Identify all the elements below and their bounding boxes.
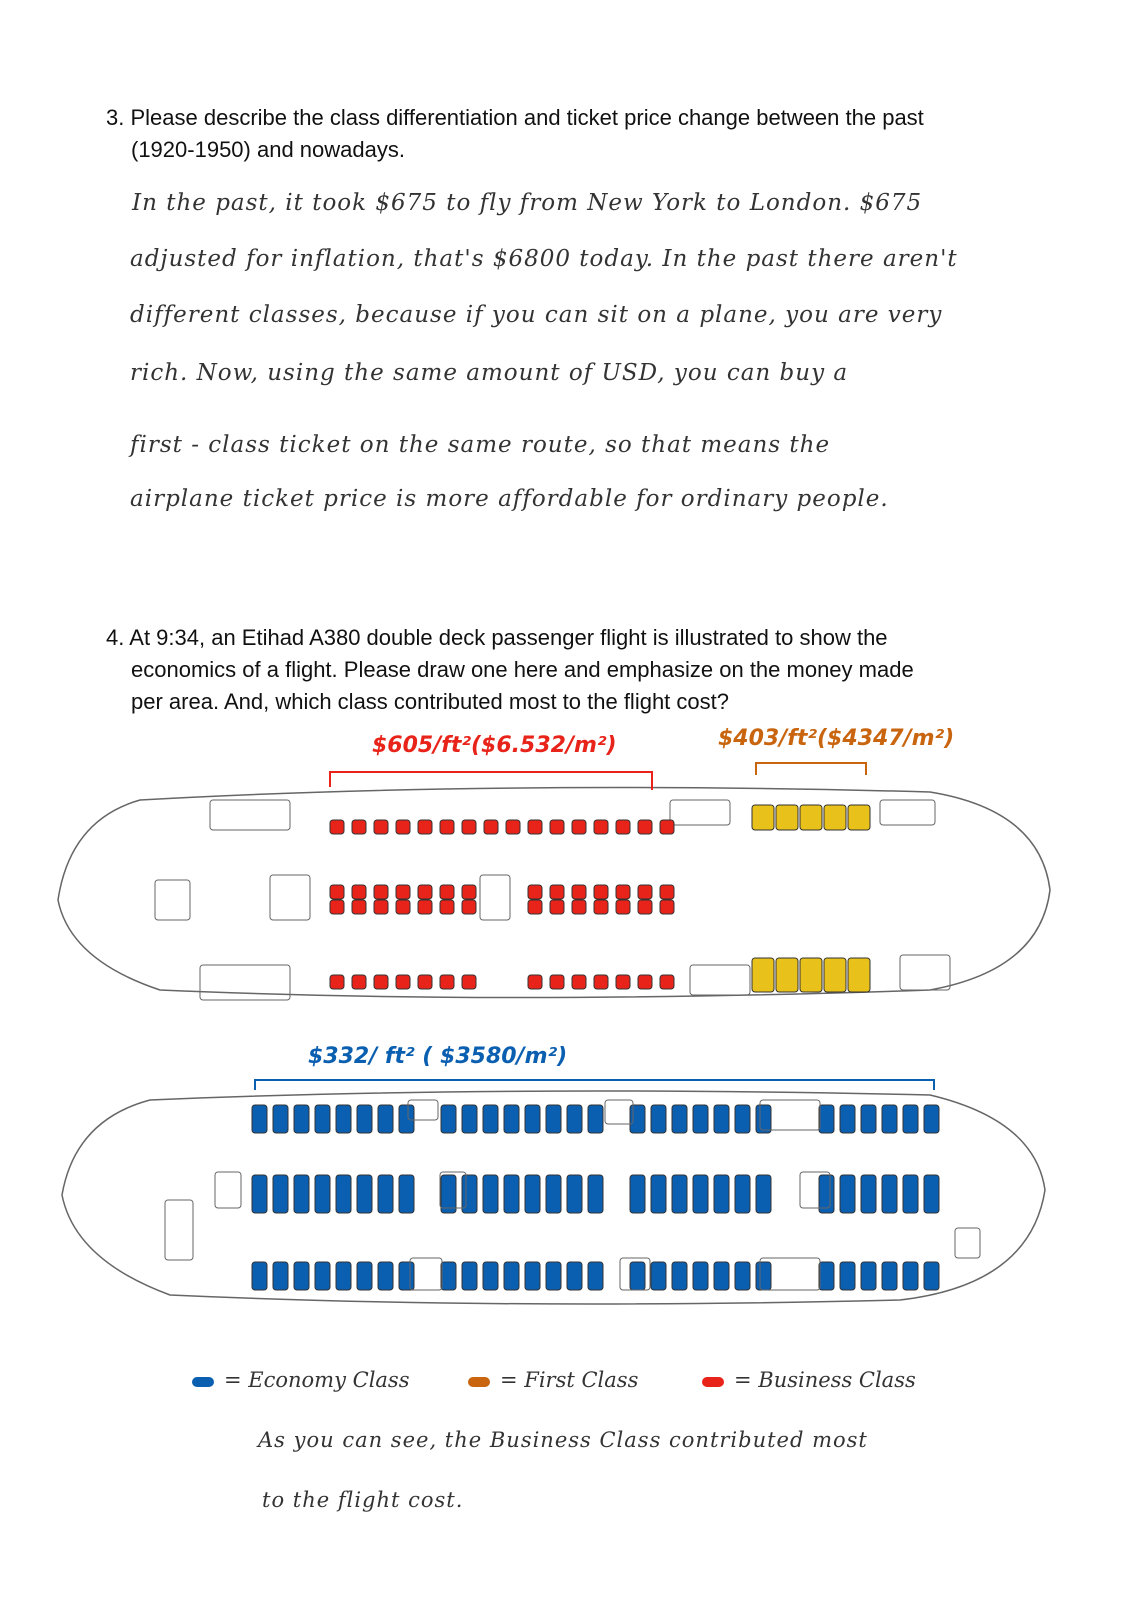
first-seat bbox=[800, 805, 822, 830]
economy-seat bbox=[378, 1175, 393, 1213]
economy-seat bbox=[693, 1262, 708, 1290]
economy-seat bbox=[525, 1175, 540, 1213]
business-seat bbox=[572, 885, 586, 899]
economy-seat bbox=[378, 1262, 393, 1290]
question-text: economics of a flight. Please draw one here and emphasize on the money made bbox=[131, 657, 914, 682]
business-seat bbox=[396, 885, 410, 899]
first-seat bbox=[824, 958, 846, 992]
first-seat bbox=[800, 958, 822, 992]
economy-bracket bbox=[255, 1080, 934, 1090]
economy-seat bbox=[483, 1175, 498, 1213]
galley-outline bbox=[165, 1200, 193, 1260]
economy-seat bbox=[882, 1175, 897, 1213]
economy-seat bbox=[504, 1175, 519, 1213]
economy-seat bbox=[840, 1105, 855, 1133]
economy-seat bbox=[882, 1105, 897, 1133]
economy-seat bbox=[819, 1175, 834, 1213]
economy-seat bbox=[630, 1262, 645, 1290]
economy-seat bbox=[651, 1262, 666, 1290]
business-seat bbox=[418, 885, 432, 899]
galley-outline bbox=[900, 955, 950, 990]
economy-seat bbox=[672, 1262, 687, 1290]
first-price-label: $403/ft²($4347/m²) bbox=[718, 726, 955, 751]
economy-seat bbox=[378, 1105, 393, 1133]
business-seat bbox=[594, 900, 608, 914]
first-seat bbox=[752, 805, 774, 830]
galley-outline bbox=[270, 875, 310, 920]
first-seat bbox=[776, 958, 798, 992]
economy-seat bbox=[483, 1262, 498, 1290]
business-seat bbox=[330, 885, 344, 899]
business-seat bbox=[374, 900, 388, 914]
economy-seat bbox=[735, 1175, 750, 1213]
answer-line: first - class ticket on the same route, so that means the bbox=[130, 432, 831, 458]
economy-seat bbox=[924, 1262, 939, 1290]
economy-seat bbox=[903, 1262, 918, 1290]
business-seat bbox=[484, 820, 498, 834]
business-seat bbox=[330, 900, 344, 914]
economy-seat bbox=[546, 1262, 561, 1290]
question-number: 4. bbox=[106, 625, 125, 650]
business-seat bbox=[352, 975, 366, 989]
business-seat bbox=[330, 975, 344, 989]
economy-seat bbox=[357, 1175, 372, 1213]
economy-seat bbox=[462, 1105, 477, 1133]
economy-seat bbox=[567, 1262, 582, 1290]
business-seat bbox=[352, 885, 366, 899]
business-seat bbox=[396, 820, 410, 834]
first-seat bbox=[848, 958, 870, 992]
economy-seat bbox=[630, 1175, 645, 1213]
legend-label: = First Class bbox=[500, 1368, 639, 1392]
economy-seat bbox=[567, 1175, 582, 1213]
economy-seat bbox=[273, 1262, 288, 1290]
economy-seat bbox=[693, 1105, 708, 1133]
economy-seat bbox=[714, 1262, 729, 1290]
business-seat bbox=[660, 885, 674, 899]
galley-outline bbox=[410, 1258, 442, 1290]
economy-price-label: $332/ ft² ( $3580/m²) bbox=[308, 1044, 568, 1069]
economy-seat bbox=[588, 1175, 603, 1213]
first-seat bbox=[848, 805, 870, 830]
economy-seat bbox=[273, 1175, 288, 1213]
first-bracket bbox=[756, 763, 866, 775]
economy-seat bbox=[546, 1175, 561, 1213]
business-seat bbox=[572, 975, 586, 989]
economy-seat bbox=[861, 1105, 876, 1133]
legend-label: = Economy Class bbox=[224, 1368, 410, 1392]
economy-seat bbox=[357, 1105, 372, 1133]
economy-seat bbox=[399, 1262, 414, 1290]
business-price-label: $605/ft²($6.532/m²) bbox=[372, 733, 617, 758]
economy-seat bbox=[588, 1105, 603, 1133]
galley-outline bbox=[210, 800, 290, 830]
business-seat bbox=[550, 975, 564, 989]
business-seat bbox=[550, 820, 564, 834]
business-seat bbox=[396, 900, 410, 914]
economy-seat bbox=[693, 1175, 708, 1213]
first-swatch bbox=[468, 1377, 490, 1387]
economy-seat bbox=[651, 1175, 666, 1213]
economy-seat bbox=[630, 1105, 645, 1133]
business-seat bbox=[638, 975, 652, 989]
economy-seat bbox=[525, 1262, 540, 1290]
economy-seat bbox=[504, 1105, 519, 1133]
business-seat bbox=[572, 900, 586, 914]
economy-seat bbox=[756, 1105, 771, 1133]
first-seat bbox=[824, 805, 846, 830]
business-seat bbox=[638, 900, 652, 914]
business-seat bbox=[462, 975, 476, 989]
economy-seat bbox=[672, 1175, 687, 1213]
economy-seat bbox=[651, 1105, 666, 1133]
economy-swatch bbox=[192, 1377, 214, 1387]
economy-seat bbox=[525, 1105, 540, 1133]
answer-line: adjusted for inflation, that's $6800 today. In the past there aren't bbox=[130, 246, 958, 272]
economy-seat bbox=[294, 1175, 309, 1213]
economy-seat bbox=[462, 1262, 477, 1290]
question-text: At 9:34, an Etihad A380 double deck passenger flight is illustrated to show the bbox=[129, 625, 888, 650]
economy-seat bbox=[483, 1105, 498, 1133]
economy-seat bbox=[714, 1105, 729, 1133]
business-seat bbox=[330, 820, 344, 834]
economy-seat bbox=[315, 1175, 330, 1213]
economy-seat bbox=[567, 1105, 582, 1133]
galley-outline bbox=[605, 1100, 633, 1124]
economy-seat bbox=[861, 1175, 876, 1213]
first-seat bbox=[752, 958, 774, 992]
business-seat bbox=[506, 820, 520, 834]
answer-line: airplane ticket price is more affordable for ordinary people. bbox=[130, 486, 889, 512]
economy-seat bbox=[588, 1262, 603, 1290]
galley-outline bbox=[215, 1172, 241, 1208]
galley-outline bbox=[670, 800, 730, 825]
economy-seat bbox=[714, 1175, 729, 1213]
answer-line: In the past, it took $675 to fly from New York to London. $675 bbox=[132, 190, 923, 216]
economy-seat bbox=[441, 1262, 456, 1290]
business-seat bbox=[440, 900, 454, 914]
business-seat bbox=[374, 975, 388, 989]
economy-seat bbox=[294, 1105, 309, 1133]
business-seat bbox=[418, 820, 432, 834]
economy-seat bbox=[252, 1105, 267, 1133]
economy-seat bbox=[294, 1262, 309, 1290]
business-seat bbox=[440, 975, 454, 989]
first-seat bbox=[776, 805, 798, 830]
economy-seat bbox=[399, 1105, 414, 1133]
business-seat bbox=[550, 900, 564, 914]
economy-seat bbox=[315, 1262, 330, 1290]
business-seat bbox=[616, 885, 630, 899]
business-seat bbox=[616, 900, 630, 914]
conclusion-line: to the flight cost. bbox=[262, 1488, 464, 1512]
legend-first bbox=[468, 1368, 638, 1392]
business-seat bbox=[396, 975, 410, 989]
business-seat bbox=[594, 820, 608, 834]
economy-seat bbox=[756, 1262, 771, 1290]
galley-outline bbox=[880, 800, 935, 825]
economy-seat bbox=[735, 1262, 750, 1290]
economy-seat bbox=[840, 1175, 855, 1213]
business-seat bbox=[462, 820, 476, 834]
galley-outline bbox=[690, 965, 750, 995]
economy-seat bbox=[315, 1105, 330, 1133]
business-seat bbox=[352, 900, 366, 914]
economy-seat bbox=[252, 1175, 267, 1213]
economy-seat bbox=[819, 1262, 834, 1290]
business-seat bbox=[528, 820, 542, 834]
business-seat bbox=[528, 900, 542, 914]
business-seat bbox=[352, 820, 366, 834]
question-text: (1920-1950) and nowadays. bbox=[131, 137, 405, 162]
business-swatch bbox=[702, 1377, 724, 1387]
business-seat bbox=[374, 885, 388, 899]
economy-seat bbox=[924, 1175, 939, 1213]
business-seat bbox=[616, 975, 630, 989]
business-seat bbox=[550, 885, 564, 899]
answer-line: different classes, because if you can sit on a plane, you are very bbox=[130, 302, 943, 328]
economy-seat bbox=[336, 1105, 351, 1133]
economy-seat bbox=[336, 1262, 351, 1290]
economy-seat bbox=[441, 1175, 456, 1213]
galley-outline bbox=[955, 1228, 980, 1258]
economy-seat bbox=[441, 1105, 456, 1133]
legend-economy bbox=[192, 1368, 409, 1392]
business-seat bbox=[638, 820, 652, 834]
economy-seat bbox=[357, 1262, 372, 1290]
economy-seat bbox=[399, 1175, 414, 1213]
business-seat bbox=[572, 820, 586, 834]
economy-seat bbox=[273, 1105, 288, 1133]
economy-seat bbox=[840, 1262, 855, 1290]
business-seat bbox=[374, 820, 388, 834]
business-seat bbox=[660, 820, 674, 834]
economy-seat bbox=[924, 1105, 939, 1133]
question-number: 3. bbox=[106, 105, 125, 130]
economy-seat bbox=[756, 1175, 771, 1213]
economy-seat bbox=[819, 1105, 834, 1133]
question-text: per area. And, which class contributed most to the flight cost? bbox=[131, 689, 729, 714]
business-seat bbox=[660, 975, 674, 989]
economy-seat bbox=[672, 1105, 687, 1133]
business-seat bbox=[638, 885, 652, 899]
economy-seat bbox=[546, 1105, 561, 1133]
economy-seat bbox=[336, 1175, 351, 1213]
business-seat bbox=[440, 885, 454, 899]
economy-seat bbox=[882, 1262, 897, 1290]
business-seat bbox=[616, 820, 630, 834]
question-text: Please describe the class differentiation and ticket price change between the past bbox=[130, 105, 924, 130]
business-seat bbox=[594, 885, 608, 899]
legend-label: = Business Class bbox=[734, 1368, 916, 1392]
economy-seat bbox=[735, 1105, 750, 1133]
galley-outline bbox=[480, 875, 510, 920]
conclusion-line: As you can see, the Business Class contributed most bbox=[258, 1428, 868, 1452]
business-seat bbox=[418, 975, 432, 989]
business-seat bbox=[528, 885, 542, 899]
economy-seat bbox=[504, 1262, 519, 1290]
economy-seat bbox=[903, 1175, 918, 1213]
business-seat bbox=[660, 900, 674, 914]
business-seat bbox=[462, 900, 476, 914]
legend-business bbox=[702, 1368, 916, 1392]
economy-seat bbox=[252, 1262, 267, 1290]
business-seat bbox=[594, 975, 608, 989]
business-seat bbox=[418, 900, 432, 914]
economy-seat bbox=[861, 1262, 876, 1290]
business-seat bbox=[440, 820, 454, 834]
answer-line: rich. Now, using the same amount of USD, you can buy a bbox=[130, 360, 849, 386]
economy-seat bbox=[903, 1105, 918, 1133]
business-seat bbox=[528, 975, 542, 989]
galley-outline bbox=[155, 880, 190, 920]
business-seat bbox=[462, 885, 476, 899]
